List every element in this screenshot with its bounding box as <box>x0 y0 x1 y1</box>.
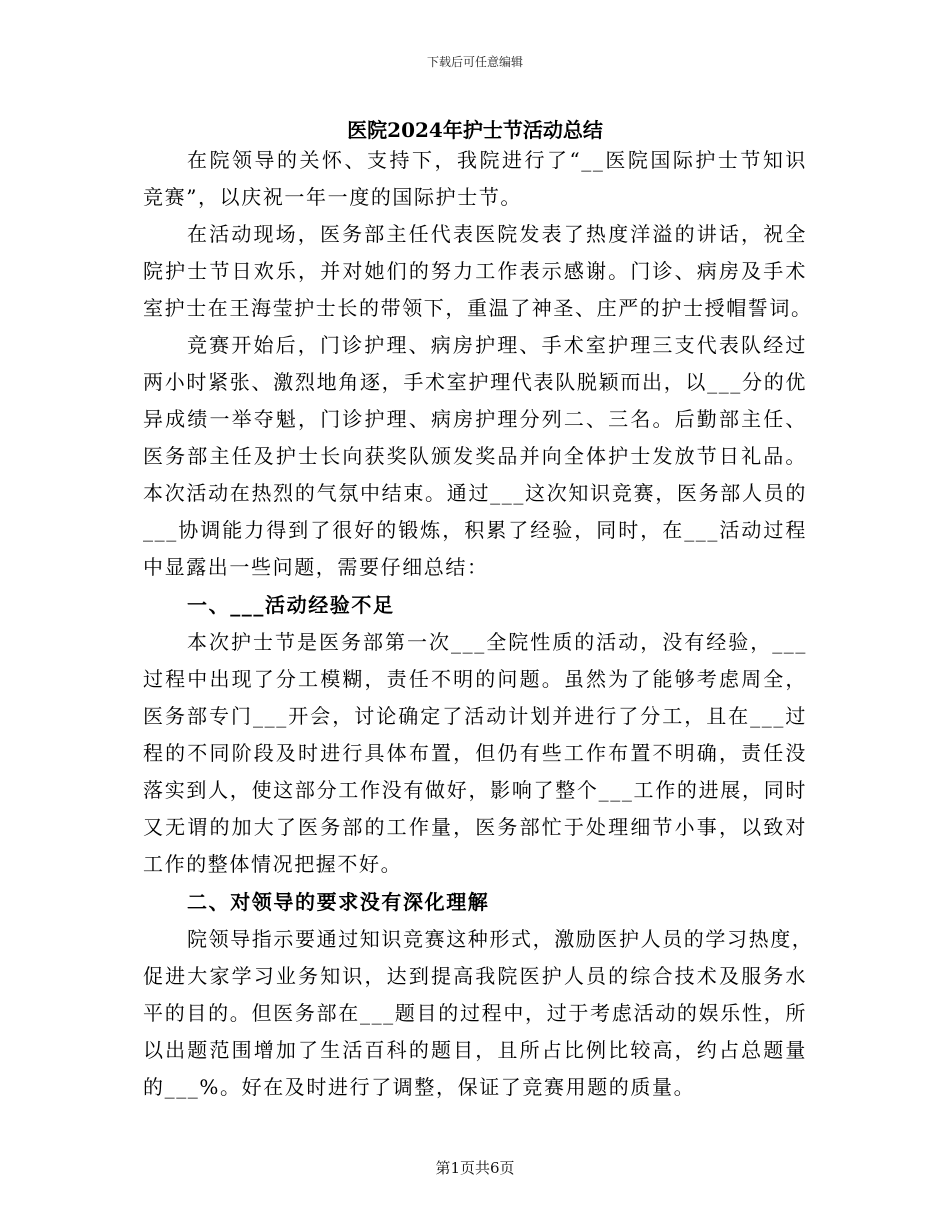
paragraph-line: 异成绩一举夺魁，门诊护理、病房护理分列二、三名。后勤部主任、 <box>143 407 807 431</box>
paragraph-line: 中显露出一些问题，需要仔细总结： <box>143 555 489 579</box>
paragraph-line: 的___%。好在及时进行了调整，保证了竞赛用题的质量。 <box>143 1075 696 1099</box>
paragraph-line: 以出题范围增加了生活百科的题目，且所占比例比较高，约占总题量 <box>143 1038 807 1062</box>
paragraph-line: 医务部主任及护士长向获奖队颁发奖品并向全体护士发放节日礼品。 <box>143 444 807 468</box>
paragraph-line: 落实到人，使这部分工作没有做好，影响了整个___工作的进展，同时 <box>143 778 807 802</box>
paragraph-line: ___协调能力得到了很好的锻炼，积累了经验，同时，在___活动过程 <box>143 518 807 542</box>
paragraph-line: 在院领导的关怀、支持下，我院进行了“__医院国际护士节知识 <box>187 148 807 172</box>
section-heading: 二、对领导的要求没有深化理解 <box>187 890 490 914</box>
paragraph-line: 过程中出现了分工模糊，责任不明的问题。虽然为了能够考虑周全， <box>143 667 807 691</box>
header-note: 下载后可任意编辑 <box>426 55 523 69</box>
document-body <box>143 142 814 1106</box>
page-number-footer: 第1页共6页 <box>435 1159 515 1177</box>
paragraph-line: 工作的整体情况把握不好。 <box>143 852 403 876</box>
section-heading: 一、___活动经验不足 <box>187 593 395 617</box>
paragraph-line: 促进大家学习业务知识，达到提高我院医护人员的综合技术及服务水 <box>143 964 807 988</box>
paragraph-line: 在活动现场，医务部主任代表医院发表了热度洋溢的讲话，祝全 <box>187 222 807 246</box>
paragraph-line: 本次活动在热烈的气氛中结束。通过___这次知识竞赛，医务部人员的 <box>143 481 807 505</box>
paragraph-line: 又无谓的加大了医务部的工作量，医务部忙于处理细节小事，以致对 <box>143 815 807 839</box>
paragraph-line: 本次护士节是医务部第一次___全院性质的活动，没有经验，___ <box>187 630 807 654</box>
paragraph-line: 程的不同阶段及时进行具体布置，但仍有些工作布置不明确，责任没 <box>143 741 807 765</box>
paragraph-line: 医务部专门___开会，讨论确定了活动计划并进行了分工，且在___过 <box>143 704 807 728</box>
paragraph-line: 两小时紧张、激烈地角逐，手术室护理代表队脱颖而出，以___分的优 <box>143 370 807 394</box>
paragraph-line: 室护士在王海莹护士长的带领下，重温了神圣、庄严的护士授帽誓词。 <box>143 296 813 320</box>
paragraph-line: 竞赛”，以庆祝一年一度的国际护士节。 <box>143 185 523 209</box>
paragraph-line: 院护士节日欢乐，并对她们的努力工作表示感谢。门诊、病房及手术 <box>143 259 807 283</box>
paragraph-line: 竞赛开始后，门诊护理、病房护理、手术室护理三支代表队经过 <box>187 333 807 357</box>
paragraph-line: 平的目的。但医务部在___题目的过程中，过于考虑活动的娱乐性，所 <box>143 1001 807 1025</box>
document-title: 医院2024年护士节活动总结 <box>347 118 603 142</box>
paragraph-line: 院领导指示要通过知识竞赛这种形式，激励医护人员的学习热度， <box>187 927 814 951</box>
